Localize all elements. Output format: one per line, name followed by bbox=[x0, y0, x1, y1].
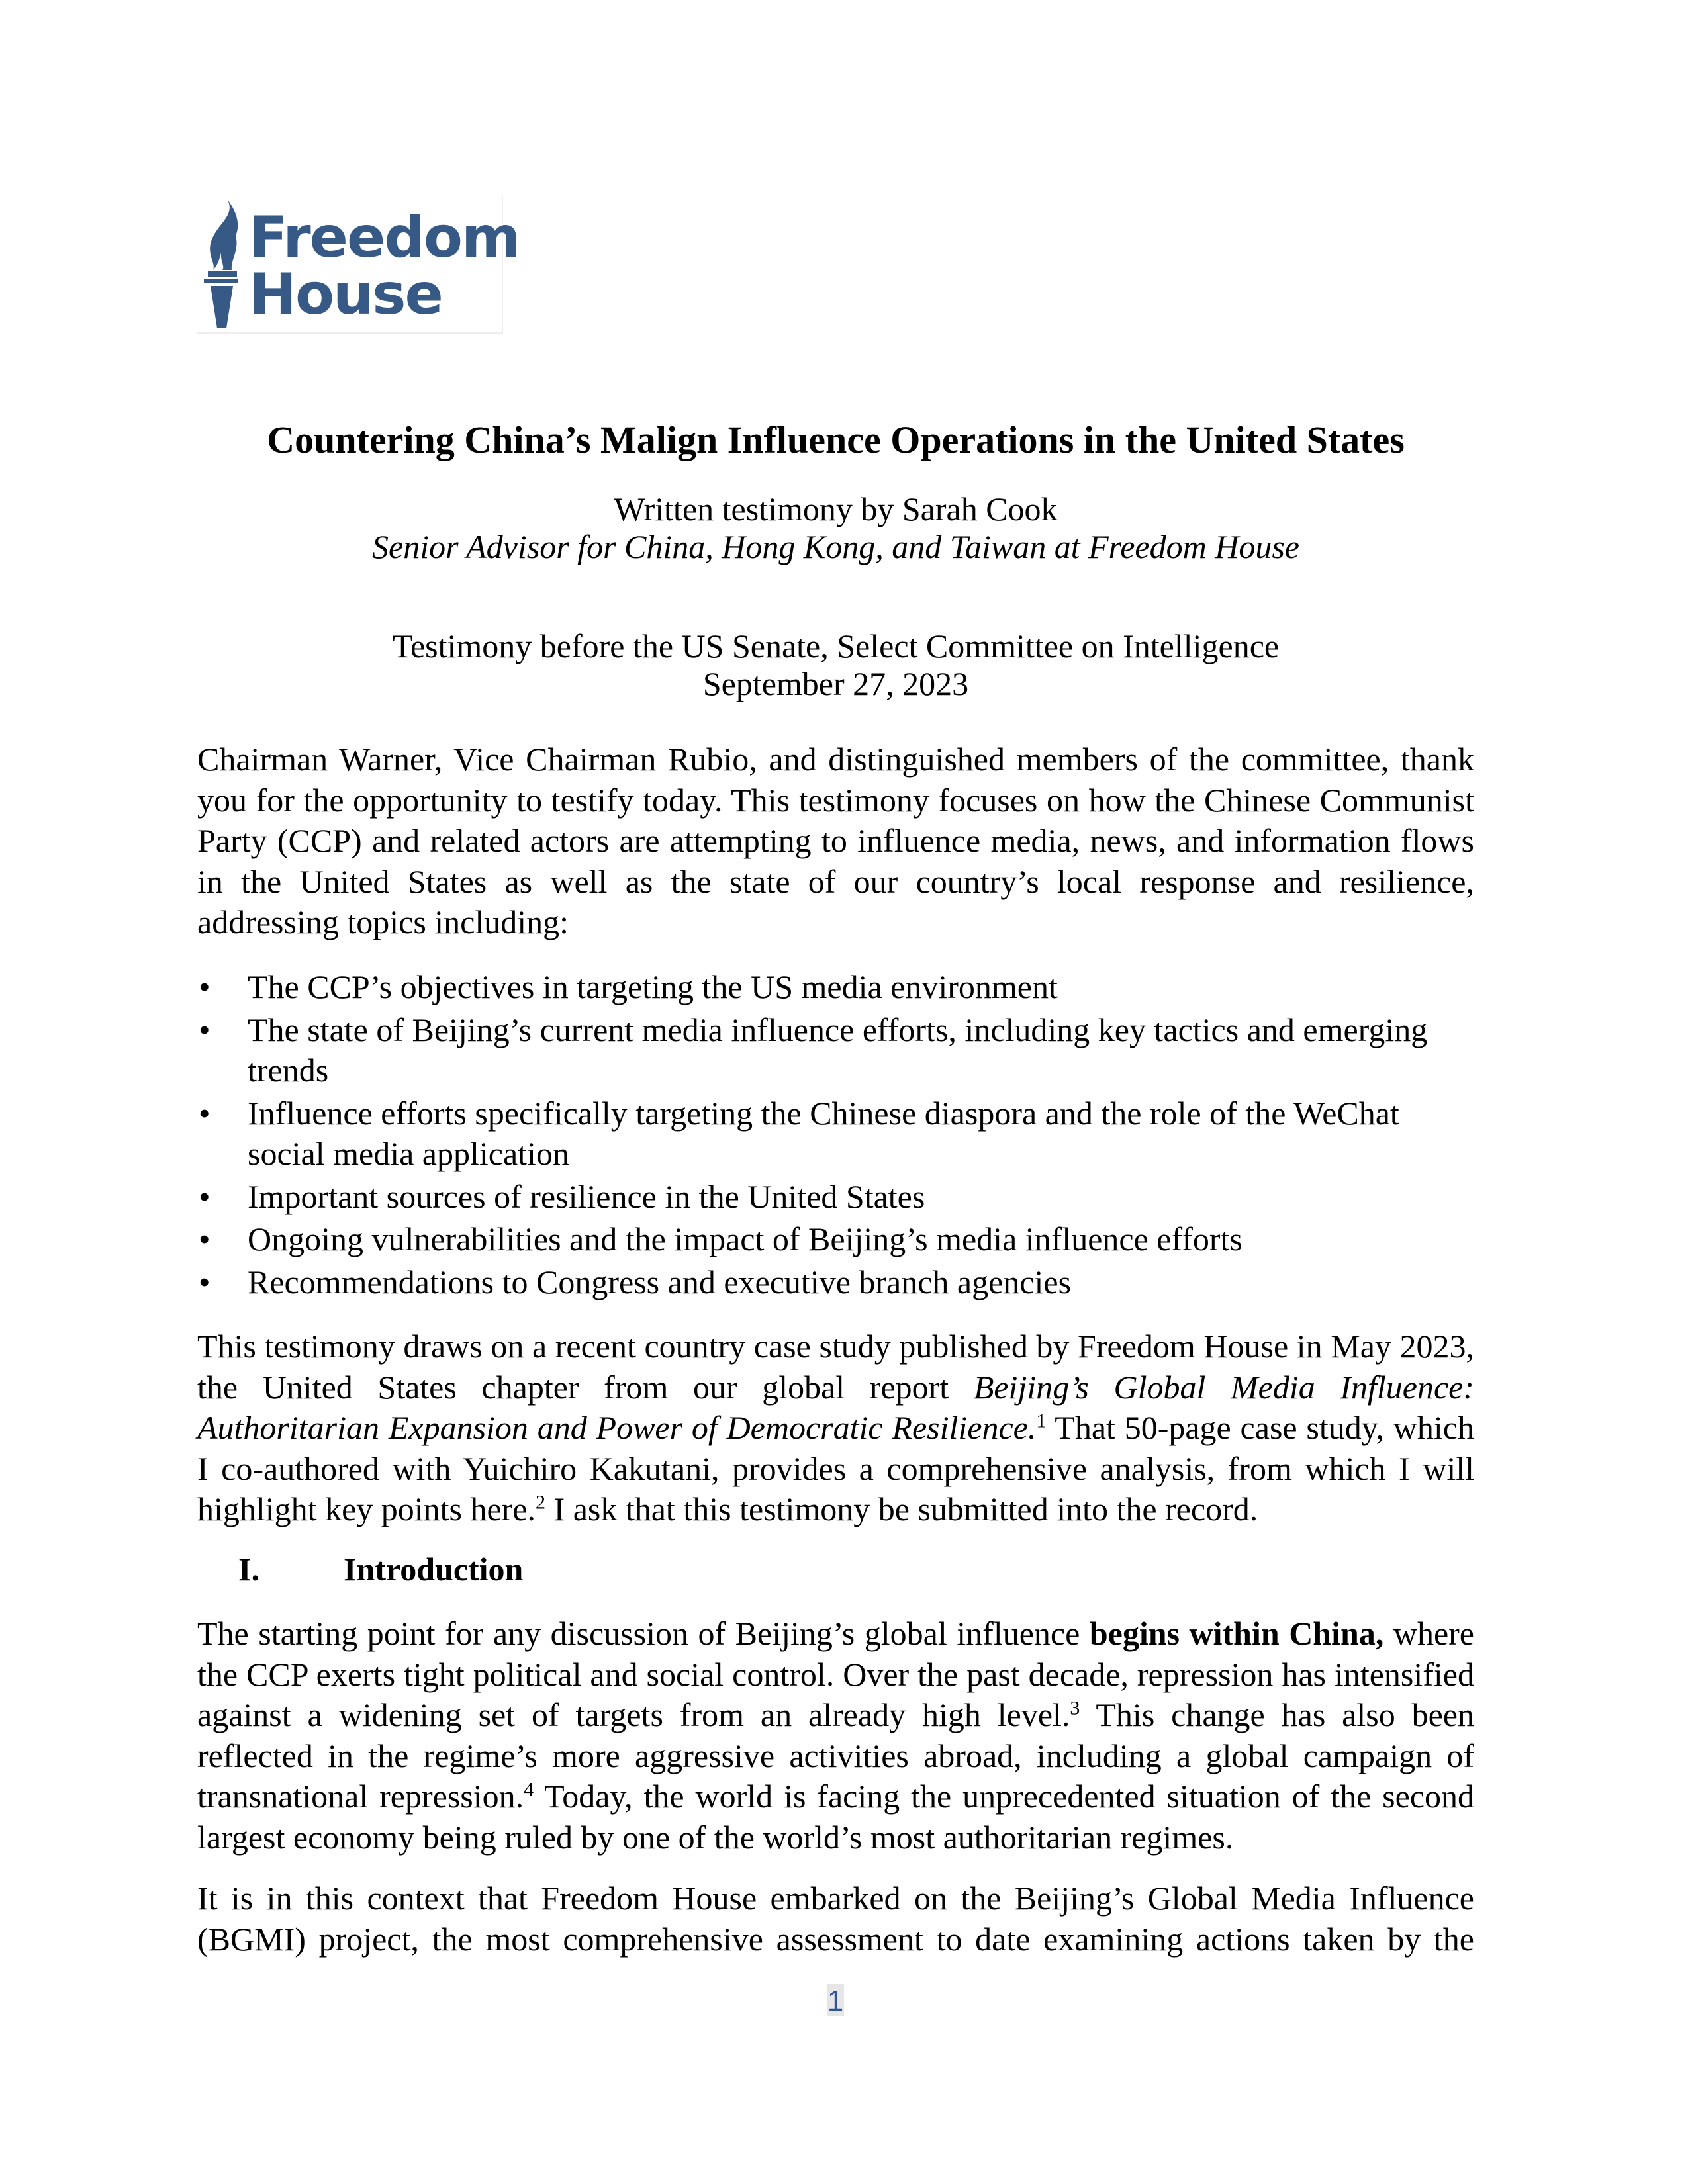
freedom-house-logo bbox=[197, 196, 520, 334]
text: . bbox=[1027, 1409, 1037, 1446]
bullet-icon: • bbox=[199, 1177, 211, 1215]
text: This change has also been reflected in the regime’s more aggressive activities abroad, including a global campaign of transnational repression. bbox=[197, 1696, 1474, 1815]
list-item-text: Recommendations to Congress and executive branch agencies bbox=[248, 1263, 1072, 1300]
bullet-icon: • bbox=[199, 1094, 211, 1132]
text: I ask that this testimony be submitted into the record. bbox=[545, 1490, 1258, 1527]
bullet-icon: • bbox=[199, 1220, 211, 1257]
list-item bbox=[197, 1219, 1474, 1260]
list-item bbox=[197, 1093, 1474, 1175]
bold-text: begins within China, bbox=[1089, 1615, 1384, 1652]
report-title: Beijing’s Global Media Influence: Authoritarian Expansion and Power of Democratic Resilience bbox=[197, 1368, 1474, 1446]
list-item-text: Important sources of resilience in the United States bbox=[248, 1177, 925, 1215]
list-item-text: Influence efforts specifically targeting the Chinese diaspora and the role of the WeChat social media application bbox=[248, 1094, 1399, 1172]
bullet-icon: • bbox=[199, 968, 211, 1005]
list-item bbox=[197, 1262, 1474, 1303]
byline: Written testimony by Sarah Cook bbox=[614, 490, 1058, 527]
list-item bbox=[197, 1177, 1474, 1218]
torch-icon bbox=[203, 197, 242, 330]
text: That 50-page case study, which I co-authored with Yuichiro Kakutani, provides a comprehensive analysis, from which I will highlight key points here. bbox=[197, 1409, 1474, 1527]
intro-paragraph: Chairman Warner, Vice Chairman Rubio, and distinguished members of the committee, thank you for the opportunity to testify today. This testimony focuses on how the Chinese Communist Party (CCP) and related actors are attempting to influence media, news, and information flows in the United States as well as the state of our country’s local response and resilience, addressing topics including: bbox=[197, 741, 1474, 940]
bullet-icon: • bbox=[199, 1011, 211, 1048]
text: This testimony draws on a recent country case study published by Freedom House in May 2023, the United States chapter from our global report bbox=[197, 1328, 1474, 1406]
list-item-text: Ongoing vulnerabilities and the impact of Beijing’s media influence efforts bbox=[248, 1220, 1243, 1257]
page-number: 1 bbox=[827, 1985, 844, 2017]
section-number: I. bbox=[238, 1551, 259, 1588]
list-item bbox=[197, 1010, 1474, 1091]
document-title: Countering China’s Malign Influence Operations in the United States bbox=[267, 418, 1405, 461]
bullet-icon: • bbox=[199, 1263, 211, 1300]
text: The starting point for any discussion of Beijing’s global influence bbox=[197, 1615, 1090, 1652]
footnote-ref[interactable]: 2 bbox=[536, 1491, 546, 1514]
logo-line1: Freedom bbox=[249, 205, 520, 271]
introduction-paragraph bbox=[197, 1614, 1474, 1858]
list-item bbox=[197, 967, 1474, 1008]
list-item-text: The state of Beijing’s current media influence efforts, including key tactics and emerging trends bbox=[248, 1011, 1428, 1089]
case-study-paragraph bbox=[197, 1326, 1474, 1530]
section-title: Introduction bbox=[344, 1551, 524, 1588]
footnote-ref[interactable]: 4 bbox=[524, 1778, 534, 1801]
list-item-text: The CCP’s objectives in targeting the US media environment bbox=[248, 968, 1058, 1005]
logo-wordmark bbox=[249, 205, 520, 328]
footnote-ref[interactable]: 3 bbox=[1070, 1697, 1080, 1719]
text: where the CCP exerts tight political and social control. Over the past decade, repression has intensified against a widening set of targets from an already high level. bbox=[197, 1615, 1474, 1733]
author-role: Senior Advisor for China, Hong Kong, and Taiwan at Freedom House bbox=[372, 528, 1299, 565]
topics-list bbox=[197, 967, 1474, 1304]
footnote-ref[interactable]: 1 bbox=[1036, 1410, 1047, 1432]
text: Today, the world is facing the unprecedented situation of the second largest economy being ruled by one of the world’s most authoritarian regimes. bbox=[197, 1778, 1474, 1856]
bgmi-paragraph: It is in this context that Freedom House embarked on the Beijing’s Global Media Influence (BGMI) project, the most comprehensive assessment to date examining actions taken by the bbox=[197, 1880, 1474, 1958]
logo-line2: House bbox=[249, 261, 442, 328]
testimony-date: September 27, 2023 bbox=[702, 665, 969, 702]
venue: Testimony before the US Senate, Select Committee on Intelligence bbox=[392, 627, 1280, 664]
